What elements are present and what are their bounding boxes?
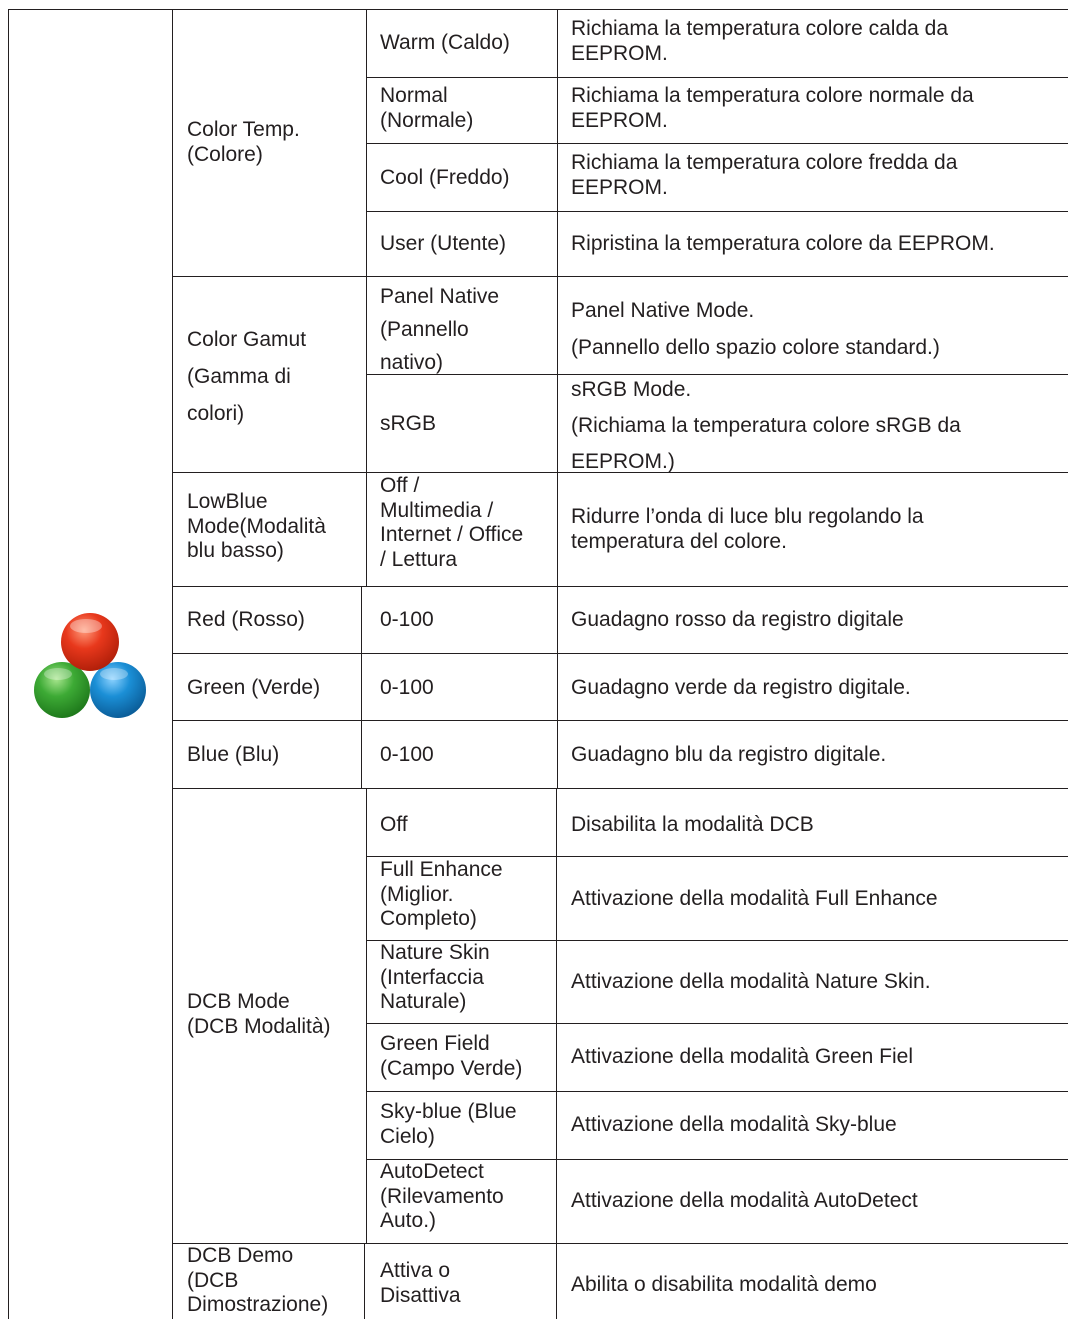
row-divider <box>172 653 1068 654</box>
dcb-demo-label: DCB Demo (DCB Dimostrazione) <box>187 1244 329 1316</box>
dcb-desc-autodetect: Attivazione della modalità AutoDetect <box>571 1189 918 1212</box>
dcb-option-nature-skin: Nature Skin (Interfaccia Naturale) <box>380 941 490 1013</box>
row-divider <box>172 720 1068 721</box>
color-temp-option-warm: Warm (Caldo) <box>380 31 510 54</box>
color-temp-option-user: User (Utente) <box>380 232 507 255</box>
dcb-option-green-field: Green Field (Campo Verde) <box>380 1032 523 1080</box>
lowblue-label: LowBlue Mode(Modalità blu basso) <box>187 490 326 562</box>
lowblue-desc: Ridurre l’onda di luce blu regolando la temperatura del colore. <box>571 505 924 553</box>
column-divider-3 <box>557 586 558 788</box>
red-label: Red (Rosso) <box>187 608 305 631</box>
dcb-desc-nature-skin: Attivazione della modalità Nature Skin. <box>571 970 931 993</box>
lowblue-options: Off / Multimedia / Internet / Office / Lettura <box>380 474 524 571</box>
row-divider <box>366 77 1068 78</box>
column-divider-3 <box>556 788 557 1319</box>
dcb-option-full-enhance: Full Enhance (Miglior. Completo) <box>380 858 503 930</box>
color-temp-desc-user: Ripristina la temperatura colore da EEPROM. <box>571 232 995 255</box>
column-divider-1 <box>172 9 173 1319</box>
color-temp-option-cool: Cool (Freddo) <box>380 166 510 189</box>
color-setup-icon <box>28 610 152 726</box>
dcb-option-sky-blue: Sky-blue (Blue Cielo) <box>380 1100 517 1148</box>
dcb-desc-green-field: Attivazione della modalità Green Fiel <box>571 1045 914 1068</box>
dcb-desc-off: Disabilita la modalità DCB <box>571 813 814 836</box>
column-divider-2 <box>361 586 362 788</box>
color-gamut-label: Color Gamut (Gamma di colori) <box>187 328 307 425</box>
row-divider <box>172 788 1068 789</box>
row-divider <box>366 856 1068 857</box>
row-divider <box>366 1023 1068 1024</box>
blue-desc: Guadagno blu da registro digitale. <box>571 743 887 766</box>
dcb-desc-sky-blue: Attivazione della modalità Sky-blue <box>571 1113 897 1136</box>
column-divider-2 <box>366 9 367 586</box>
color-gamut-option-srgb: sRGB <box>380 412 437 435</box>
color-temp-desc-warm: Richiama la temperatura colore calda da EEPROM. <box>571 17 949 65</box>
color-temp-label: Color Temp. (Colore) <box>187 118 300 166</box>
row-divider <box>366 1091 1068 1092</box>
blue-label: Blue (Blu) <box>187 743 280 766</box>
dcb-desc-full-enhance: Attivazione della modalità Full Enhance <box>571 887 938 910</box>
dcb-option-autodetect: AutoDetect (Rilevamento Auto.) <box>380 1160 504 1232</box>
table-top-border <box>8 9 1068 10</box>
green-desc: Guadagno verde da registro digitale. <box>571 676 911 699</box>
red-range: 0-100 <box>380 608 434 631</box>
table-left-border <box>8 9 9 1319</box>
blue-range: 0-100 <box>380 743 434 766</box>
dcb-demo-option: Attiva o Disattiva <box>380 1259 461 1307</box>
color-temp-option-normal: Normal (Normale) <box>380 84 474 132</box>
row-divider <box>172 586 1068 587</box>
color-gamut-desc-panel-native: Panel Native Mode. (Pannello dello spazio colore standard.) <box>571 299 940 359</box>
color-temp-desc-normal: Richiama la temperatura colore normale da EEPROM. <box>571 84 974 132</box>
color-temp-desc-cool: Richiama la temperatura colore fredda da EEPROM. <box>571 151 958 199</box>
row-divider <box>172 276 1068 277</box>
column-divider-3 <box>557 9 558 586</box>
dcb-mode-label: DCB Mode (DCB Modalità) <box>187 990 331 1038</box>
color-gamut-option-panel-native: Panel Native (Pannello nativo) <box>380 285 500 374</box>
row-divider <box>366 143 1068 144</box>
dcb-demo-desc: Abilita o disabilita modalità demo <box>571 1273 877 1296</box>
green-label: Green (Verde) <box>187 676 321 699</box>
color-gamut-desc-srgb: sRGB Mode. (Richiama la temperatura colore sRGB da EEPROM.) <box>571 378 961 473</box>
column-divider-2 <box>364 1243 365 1319</box>
dcb-option-off: Off <box>380 813 408 836</box>
row-divider <box>366 211 1068 212</box>
green-range: 0-100 <box>380 676 434 699</box>
red-desc: Guadagno rosso da registro digitale <box>571 608 904 631</box>
